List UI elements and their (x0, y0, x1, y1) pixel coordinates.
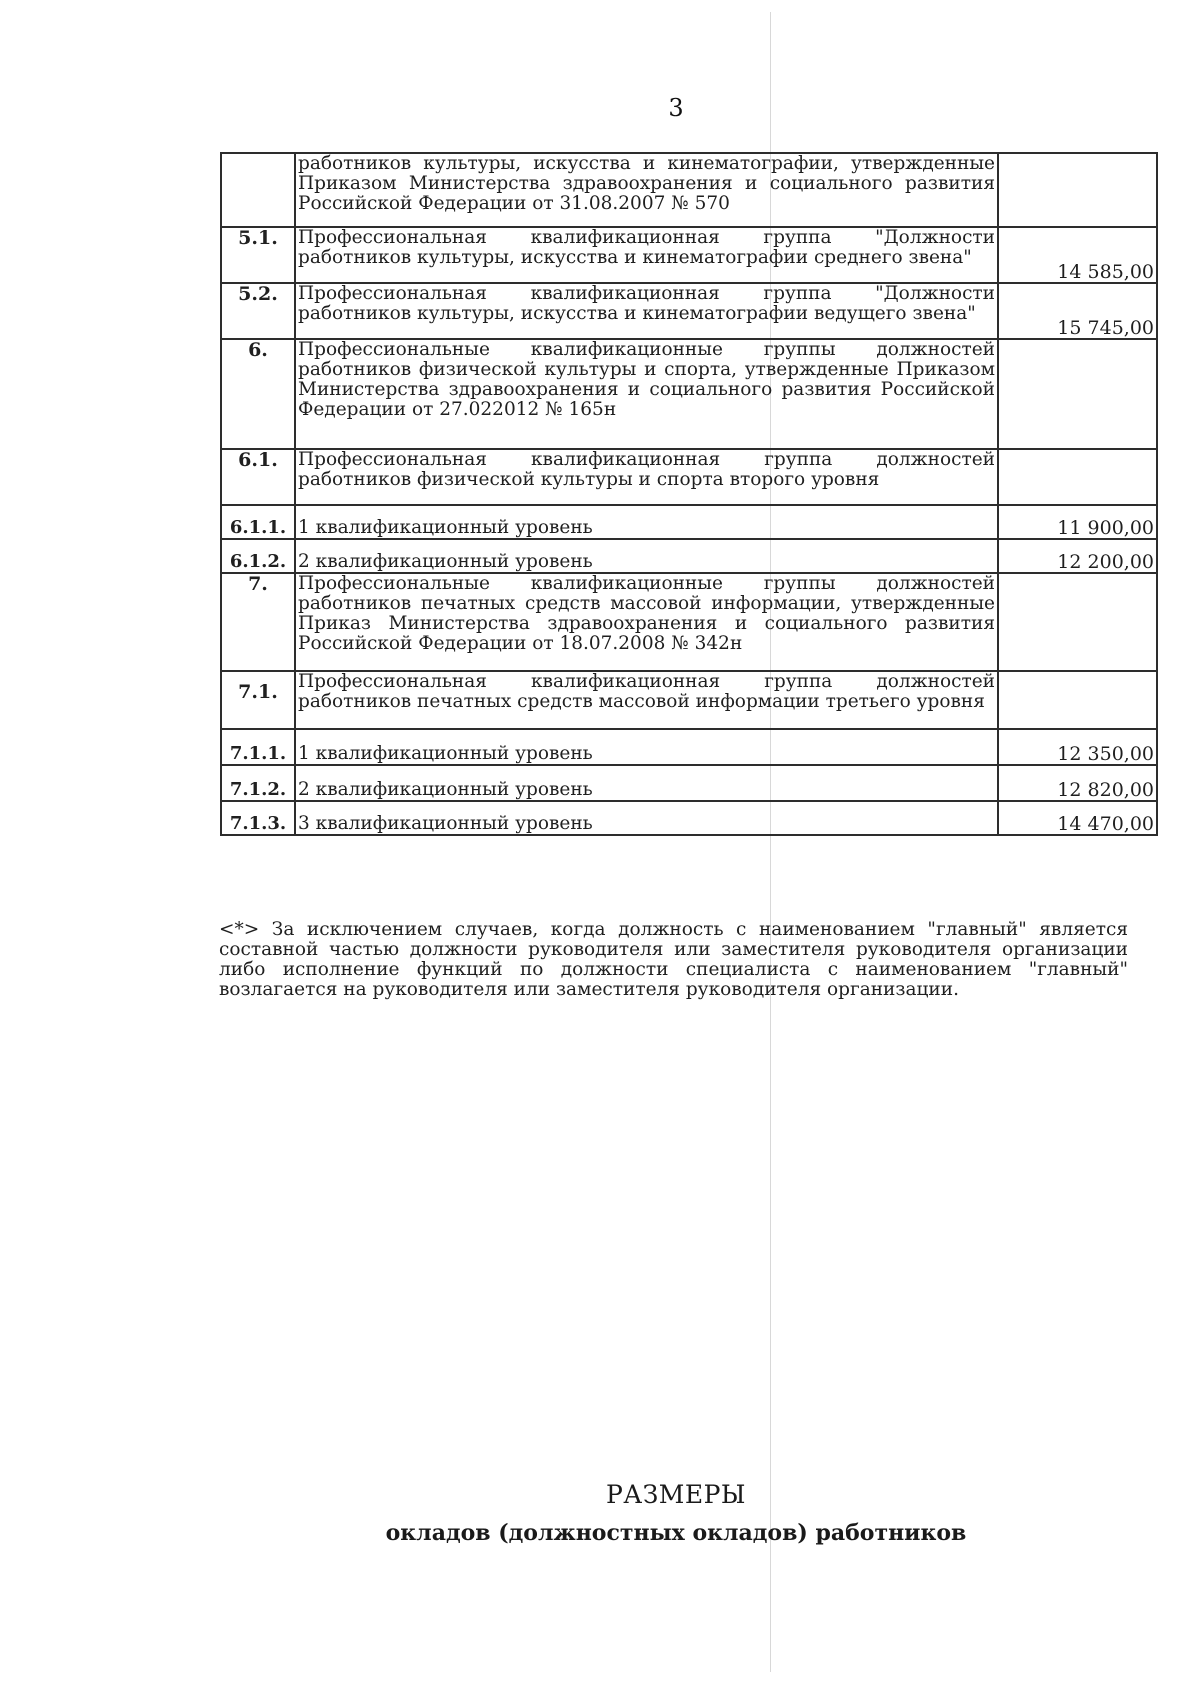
row-salary (998, 339, 1157, 449)
row-description: 2 квалификационный уровень (295, 539, 998, 573)
footnote: <*> За исключением случаев, когда должность с наименованием "главный" является составной частью должности руководителя или заместителя руководителя организации либо исполнение функций по должности специалиста с наименованием "главный" возлагается на руководителя или заместителя руководителя организации. (219, 919, 1128, 1000)
row-description: 1 квалификационный уровень (295, 505, 998, 539)
table-row (221, 765, 1157, 801)
row-number: 6.1.1. (221, 505, 295, 539)
row-description: Профессиональные квалификационные группы должностей работников печатных средств массовой информации, утвержденные Приказ Министерства здравоохранения и социального развития Российской Федерации от 18.07.2008 № 342н (295, 573, 998, 671)
row-description: Профессиональная квалификационная группа "Должности работников культуры, искусства и кинематографии среднего звена" (295, 227, 998, 283)
row-number: 6.1. (221, 449, 295, 505)
row-number: 5.1. (221, 227, 295, 283)
table-row (221, 283, 1157, 339)
table-row (221, 801, 1157, 835)
row-description: Профессиональная квалификационная группа "Должности работников культуры, искусства и кинематографии ведущего звена" (295, 283, 998, 339)
salary-table-container (220, 152, 1158, 836)
table-row (221, 539, 1157, 573)
row-salary: 12 820,00 (998, 765, 1157, 801)
row-number: 7.1. (221, 671, 295, 729)
row-number: 7.1.2. (221, 765, 295, 801)
row-description: 3 квалификационный уровень (295, 801, 998, 835)
row-salary (998, 153, 1157, 227)
page-number: 3 (668, 94, 684, 122)
row-salary: 15 745,00 (998, 283, 1157, 339)
row-description: Профессиональная квалификационная группа должностей работников физической культуры и спорта второго уровня (295, 449, 998, 505)
row-number: 7. (221, 573, 295, 671)
table-row (221, 671, 1157, 729)
table-row (221, 505, 1157, 539)
row-number: 6.1.2. (221, 539, 295, 573)
row-description: 2 квалификационный уровень (295, 765, 998, 801)
row-description: Профессиональная квалификационная группа должностей работников печатных средств массовой информации третьего уровня (295, 671, 998, 729)
row-salary (998, 573, 1157, 671)
row-salary (998, 671, 1157, 729)
table-row (221, 339, 1157, 449)
table-row (221, 153, 1157, 227)
row-description: Профессиональные квалификационные группы должностей работников физической культуры и спорта, утвержденные Приказом Министерства здравоохранения и социального развития Российской Федерации от 27.022012 № 165н (295, 339, 998, 449)
row-salary: 14 470,00 (998, 801, 1157, 835)
row-description: работников культуры, искусства и кинематографии, утвержденные Приказом Министерства здравоохранения и социального развития Российской Федерации от 31.08.2007 № 570 (295, 153, 998, 227)
table-row (221, 729, 1157, 765)
row-salary: 12 350,00 (998, 729, 1157, 765)
table-row (221, 227, 1157, 283)
row-number: 7.1.1. (221, 729, 295, 765)
table-row (221, 573, 1157, 671)
row-number (221, 153, 295, 227)
row-number: 7.1.3. (221, 801, 295, 835)
row-salary: 11 900,00 (998, 505, 1157, 539)
row-salary: 14 585,00 (998, 227, 1157, 283)
table-row (221, 449, 1157, 505)
row-number: 5.2. (221, 283, 295, 339)
row-salary (998, 449, 1157, 505)
salary-table (220, 152, 1158, 836)
row-description: 1 квалификационный уровень (295, 729, 998, 765)
row-salary: 12 200,00 (998, 539, 1157, 573)
section-subtitle: окладов (должностных окладов) работников (385, 1520, 967, 1546)
section-title: РАЗМЕРЫ (605, 1480, 747, 1509)
row-number: 6. (221, 339, 295, 449)
